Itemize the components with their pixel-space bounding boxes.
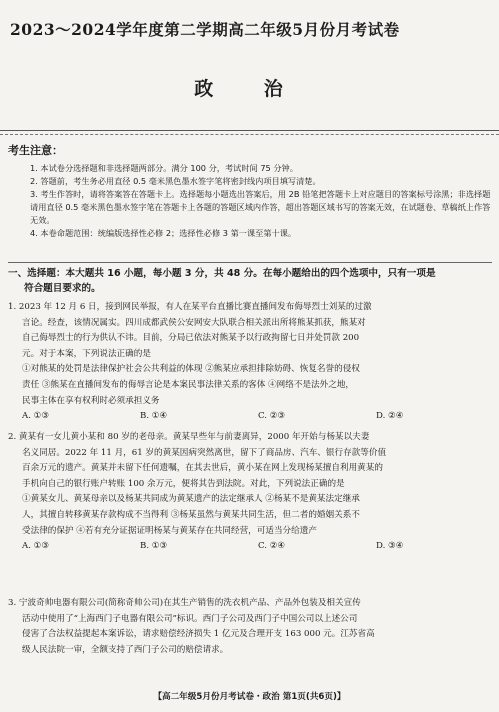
divider-line [0,130,499,131]
question-3 [8,596,494,658]
option-b: B. ①④ [140,411,168,422]
notice-item: 4. 本卷命题范围：统编版选择性必修 2；选择性必修 3 第一课至第十课。 [30,228,297,238]
dashed-divider-line [0,134,499,135]
question-line: 言论。经查，该情况属实。四川成都武侯公安网安大队联合相关派出所将熊某抓获，熊某对 [22,317,366,328]
question-line: ①黄某女儿、黄某母亲以及杨某共同成为黄某遗产的法定继承人 ②杨某不是黄某法定继承 [22,494,360,505]
question-line: 3. 宁波奇帅电器有限公司(简称奇帅公司)在其生产销售的洗衣机产品、产品外包装及相关宣传 [8,598,361,608]
question-line: 受法律的保护 ④若有充分证据证明杨某与黄某存在共同经营，可适当分给遗产 [22,525,317,536]
notice-heading: 考生注意： [8,144,63,157]
answer-options [8,409,494,425]
notice-item: 2. 答题前，考生务必用直径 0.5 毫米黑色墨水签字笔将密封线内项目填写清楚。 [30,176,321,186]
section-heading-line: 符合题目要求的。 [24,283,101,294]
option-c: C. ②④ [258,541,286,552]
question-line: 手机向自己的银行账户转账 100 余万元，便将其告到法院。对此，下列说法正确的是 [22,478,345,489]
question-2 [8,430,494,555]
question-line: 民事主体在享有权利时必须承担义务 [22,395,160,406]
option-d: D. ②④ [376,411,404,422]
notice-item: 3. 考生作答时，请将答案答在答题卡上。选择题每小题选出答案后，用 2B 铅笔把答题卡上对应题目的答案标号涂黑；非选择题请用直径 0.5 毫米黑色墨水签字笔在答题卡上各题的答题区域内作答，超出答题区域书写的答案无效，在试题卷、草稿纸上作答无效。 [30,189,491,225]
question-1 [8,300,494,425]
question-line: 责任 ③熊某在直播间发布的侮辱言论是本案民事法律关系的客体 ④网络不是法外之地， [22,379,355,390]
section-heading-line: 一、选择题：本大题共 16 小题，每小题 3 分，共 48 分。在每小题给出的四个选项中，只有一项是 [8,268,436,279]
notice-item: 1. 本试卷分选择题和非选择题两部分。满分 100 分，考试时间 75 分钟。 [30,163,298,173]
option-d: D. ③④ [376,541,404,552]
option-a: A. ①③ [22,541,50,552]
question-line: 1. 2023 年 12 月 6 日，接到网民举报，有人在某平台直播比赛直播间发布侮辱烈士刘某的过激 [8,302,372,312]
question-line: 元。对于本案，下列说法正确的是 [22,348,151,359]
page-footer: 【高二年级5月份月考试卷・政治 第1页(共6页)】 [153,692,346,702]
question-line: 级人民法院一审，全额支持了西门子公司的赔偿请求。 [22,644,229,655]
question-line: 侵害了合法权益提起本案诉讼，请求赔偿经济损失 1 亿元及合理开支 163 000 元。江苏省高 [22,629,375,640]
question-line: 人，其擅自转移黄某存款构成不当得利 ③杨某虽然与黄某共同生活，但二者的婚姻关系不 [22,509,360,520]
question-line: 2. 黄某有一女儿黄小某和 80 岁的老母亲。黄某早些年与前妻离异，2000 年开始与杨某以夫妻 [8,432,370,442]
question-line: 名义同居。2022 年 11 月，61 岁的黄某因病突然离世，留下了商品房、汽车、银行存款等价值 [22,447,387,458]
answer-options [8,539,494,555]
section-heading [8,266,494,296]
exam-notice [8,142,492,240]
question-line: ①对熊某的处罚是法律保护社会公共利益的体现 ②熊某应承担排除妨碍、恢复名誉的侵权 [22,364,360,375]
question-line: 百余万元的遗产。黄某并未留下任何遗嘱，在其去世后，黄小某在网上发现杨某擅自利用黄某的 [22,463,383,474]
subject-title: 政 治 [194,78,305,100]
question-line: 活动中使用了“上海西门子电器有限公司”标识。西门子公司及西门子中国公司以上述公司 [22,613,358,624]
exam-title: 2023～2024学年度第二学期高二年级5月份月考试卷 [10,20,400,39]
section-divider [8,262,492,263]
option-a: A. ①③ [22,411,50,422]
option-b: B. ①③ [140,541,168,552]
option-c: C. ②③ [258,411,286,422]
question-line: 自己侮辱烈士的行为供认不讳。目前，分局已依法对熊某予以行政拘留七日并处罚款 200 [22,333,360,344]
